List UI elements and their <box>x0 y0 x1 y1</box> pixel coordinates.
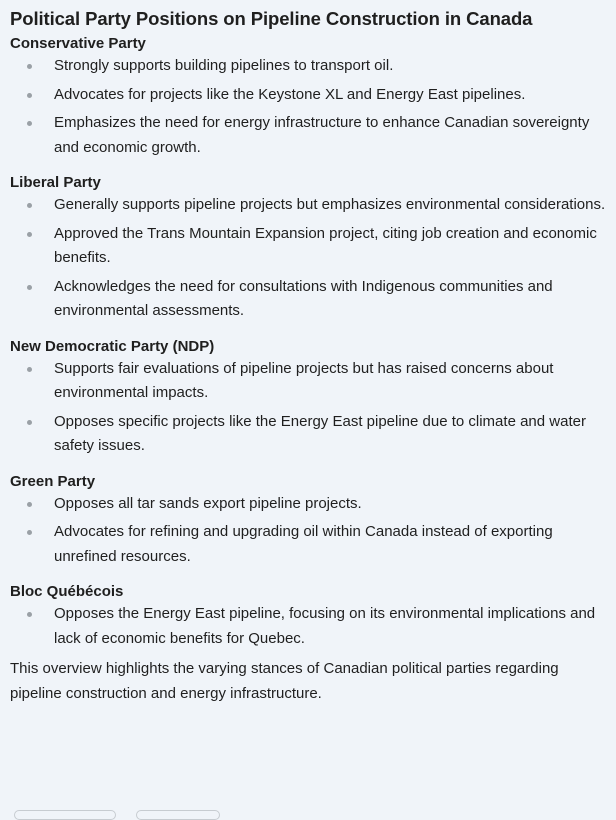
party-section <box>10 34 610 173</box>
list-item-text: Strongly supports building pipelines to transport oil. <box>54 57 394 74</box>
list-item-text: Opposes specific projects like the Energy East pipeline due to climate and water safety issues. <box>54 412 586 454</box>
page-title: Political Party Positions on Pipeline Construction in Canada <box>10 8 533 29</box>
list-item <box>10 410 610 459</box>
summary-text: This overview highlights the varying stances of Canadian political parties regarding pipeline construction and energy infrastructure. <box>10 660 559 702</box>
list-item-text: Supports fair evaluations of pipeline projects but has raised concerns about environmental impacts. <box>54 359 554 401</box>
party-heading: Green Party <box>10 472 96 490</box>
position-list <box>10 357 610 459</box>
list-item-text: Acknowledges the need for consultations with Indigenous communities and environmental assessments. <box>54 277 553 319</box>
bullet-dot-icon <box>27 502 32 507</box>
party-heading: New Democratic Party (NDP) <box>10 337 215 355</box>
list-item <box>10 357 610 406</box>
list-item <box>10 275 610 324</box>
party-section <box>10 582 610 651</box>
bullet-dot-icon <box>27 64 32 69</box>
bullet-dot-icon <box>27 530 32 535</box>
list-item <box>10 54 610 79</box>
party-heading: Conservative Party <box>10 35 146 52</box>
party-heading: Liberal Party <box>10 174 101 191</box>
list-item <box>10 492 610 517</box>
list-item-text: Approved the Trans Mountain Expansion project, citing job creation and economic benefits. <box>54 224 597 266</box>
party-heading: Bloc Québécois <box>10 583 124 600</box>
list-item-text: Advocates for projects like the Keystone XL and Energy East pipelines. <box>54 85 526 103</box>
bullet-dot-icon <box>27 285 32 290</box>
bullet-dot-icon <box>27 232 32 237</box>
section-spacer <box>10 569 610 582</box>
position-list <box>10 193 610 324</box>
party-sections <box>10 34 610 651</box>
position-list <box>10 602 610 651</box>
list-item <box>10 520 610 569</box>
bullet-dot-icon <box>27 121 32 126</box>
list-item <box>10 222 610 271</box>
section-spacer <box>10 459 610 472</box>
list-item-text: Generally supports pipeline projects but emphasizes environmental considerations. <box>54 196 606 213</box>
action-chip[interactable] <box>136 810 220 820</box>
bullet-dot-icon <box>27 367 32 372</box>
party-section <box>10 173 610 337</box>
bullet-dot-icon <box>27 93 32 98</box>
document <box>10 6 610 706</box>
section-spacer <box>10 160 610 173</box>
list-item-text: Opposes the Energy East pipeline, focusing on its environmental implications and lack of economic benefits for Quebec. <box>54 605 596 647</box>
list-item-text: Emphasizes the need for energy infrastructure to enhance Canadian sovereignty and economic growth. <box>54 114 590 156</box>
bullet-dot-icon <box>27 420 32 425</box>
list-item-text: Opposes all tar sands export pipeline projects. <box>54 494 362 512</box>
bullet-dot-icon <box>27 203 32 208</box>
section-spacer <box>10 324 610 337</box>
position-list <box>10 54 610 160</box>
bullet-dot-icon <box>27 612 32 617</box>
list-item <box>10 83 610 108</box>
action-chip[interactable] <box>14 810 116 820</box>
list-item <box>10 111 610 160</box>
party-section <box>10 472 610 583</box>
list-item <box>10 193 610 218</box>
list-item <box>10 602 610 651</box>
party-section <box>10 337 610 472</box>
list-item-text: Advocates for refining and upgrading oil within Canada instead of exporting unrefined resources. <box>54 523 553 565</box>
action-chips <box>14 810 234 814</box>
position-list <box>10 492 610 570</box>
